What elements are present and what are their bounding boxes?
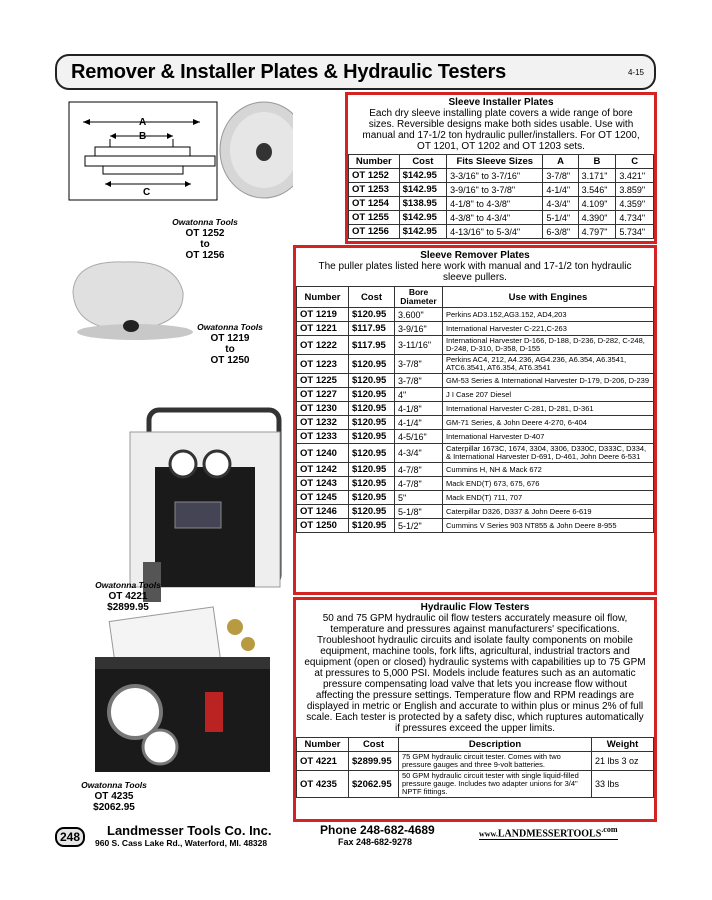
remover-section	[293, 245, 657, 595]
table-row: OT 1221 $117.95 3-9/16" International Harvester C-221,C-263	[297, 322, 654, 336]
table-row: OT 4221 $2899.95 75 GPM hydraulic circuit tester. Comes with two pressure gauges and three 9-volt batteries. 21 lbs 3 oz	[297, 752, 654, 771]
caption-ot4221: Owatonna Tools OT 4221 $2899.95	[78, 580, 178, 613]
caption-brand: Owatonna Tools	[95, 580, 161, 590]
page-title: Remover & Installer Plates & Hydraulic Testers	[71, 61, 507, 83]
table-row: OT 4235 $2062.95 50 GPM hydraulic circuit tester with single liquid-filled pressure gauge. Includes two adapter unions for 3/4" NPTF fittings. 33 lbs	[297, 771, 654, 798]
page-header	[55, 54, 656, 90]
flow-description: 50 and 75 GPM hydraulic oil flow testers accurately measure oil flow, temperature and pressures against manufacturers' specifications. Troubleshoot hydraulic circuits and isolate faulty components on mobile equipment, machine tools, fork lifts, agricultural, industrial tractors and equipment (open or closed) hydraulic systems with capabilities up to 75 GPM at pressures to 5,000 PSI. Models include features such as an automatic pressure compensating load valve that lets you increase flow without affecting the pressure settings. Temperature flow and RPM readings are displayed in metric or English and accurate to within plus or minus 2% of full scale. Each tester is protected by a safety disc, which ruptures automatically if pressures exceed the upper limits.	[304, 613, 646, 734]
table-row: OT 1225 $120.95 3-7/8" GM-53 Series & International Harvester D-179, D-206, D-239	[297, 374, 654, 388]
table-row: OT 1246 $120.95 5-1/8" Caterpillar D326, D337 & John Deere 6-619	[297, 505, 654, 519]
installer-plate-diagram	[69, 102, 217, 200]
table-row: OT 1250 $120.95 5-1/2" Cummins V Series 903 NT855 & John Deere 8-955	[297, 519, 654, 533]
caption-brand: Owatonna Tools	[197, 322, 263, 332]
company-address: 960 S. Cass Lake Rd., Waterford, MI. 48328	[95, 838, 268, 848]
caption-brand: Owatonna Tools	[172, 217, 238, 227]
company-phone: Phone 248-682-4689	[320, 823, 435, 837]
remover-title: Sleeve Remover Plates	[420, 250, 530, 261]
flow-tester-section	[293, 597, 657, 822]
installer-section	[345, 92, 657, 244]
table-row: OT 1227 $120.95 4" J I Case 207 Diesel	[297, 388, 654, 402]
table-row: OT 1223 $120.95 3-7/8" Perkins AC4, 212, A4.236, AG4.236, A6.354, A6.3541, ATC6.3541, AT6.354, AT6.3541	[297, 355, 654, 374]
table-row: OT 1219 $120.95 3.600" Perkins AD3.152,AG3.152, AD4,203	[297, 308, 654, 322]
caption-ot1219: Owatonna Tools OT 1219 to OT 1250	[180, 322, 280, 366]
caption-brand: Owatonna Tools	[81, 780, 147, 790]
flow-title: Hydraulic Flow Testers	[420, 602, 530, 613]
product-photos-panel	[55, 92, 293, 820]
caption-ot1252: Owatonna Tools OT 1252 to OT 1256	[150, 217, 260, 261]
table-row: OT 1222 $117.95 3-11/16" International Harvester D-166, D-188, D-236, D-282, C-248, D-248, D-310, D-358, D-155	[297, 336, 654, 355]
table-row: OT 1240 $120.95 4-3/4" Caterpillar 1673C, 1674, 3304, 3306, D330C, D333C, D334, & International Harvester D-691, D-461, John Deere 6-531	[297, 444, 654, 463]
flow-table: Number Cost Description Weight OT 4221 $2899.95 75 GPM hydraulic circuit tester. Comes with two pressure gauges and three 9-volt batteries. 21 lbs 3 oz OT 4235 $2062.95 50 GPM hydraulic circuit tester with single liquid-filled pressure gauge. Includes two adapter unions for 3/4" NPTF fittings. 33 lbs	[296, 737, 654, 798]
remover-description: The puller plates listed here work with manual and 17-1/2 ton hydraulic sleeve pullers.	[318, 261, 632, 283]
website-link[interactable]: $www.LANDMESSERTOOLS^{.com}$	[479, 825, 618, 840]
table-row: OT 1256 $142.95 4-13/16" to 5-3/4" 6-3/8" 4.797" 5.734"	[349, 225, 654, 239]
installer-description: Each dry sleeve installing plate covers a wide range of bore sizes. Reversible designs make both sides usable. Use with manual and 17-1/2 ton hydraulic puller/installers. For OT 1200, OT 1201, OT 1202 and OT 1203 sets.	[362, 108, 640, 152]
dim-b-label: B	[139, 131, 147, 142]
table-row: OT 1253 $142.95 3-9/16" to 3-7/8" 4-1/4" 3.546" 3.859"	[349, 183, 654, 197]
remover-table: Number Cost Bore Diameter Use with Engines OT 1219 $120.95 3.600" Perkins AD3.152,AG3.152, AD4,203 OT 1221 $117.95 3-9/16" International Harvester C-221,C-263 OT 1222 $117.95 3-11/16" International Harvester D-166, D-188, D-236, D-282, C-248, D-248, D-310, D-358, D-155 OT 1223 $120.95 3-7/8" Perkins AC4, 212, A4.236, AG4.236, A6.354, A6.3541, ATC6.3541, AT6.354, AT6.3541 OT 1225 $120.95 3-7/8" GM-53 Series & International Harvester D-179, D-206, D-239 OT 1227 $120.95 4" J I Case 207 Diesel OT 1230 $120.95 4-1/8" International Harvester C-281, D-281, D-361 OT 1232 $120.95 4-1/4" GM-71 Series, & John Deere 4-270, 6-404 OT 1233 $120.95 4-5/16" International Harvester D-407 OT 1240 $120.95 4-3/4" Caterpillar 1673C, 1674, 3304, 3306, D330C, D333C, D334, & International Harvester D-691, D-461, John Deere 6-531 OT 1242 $120.95 4-7/8" Cummins H, NH & Mack 672 OT 1243 $120.95 4-7/8" Mack END(T) 673, 675, 676 OT 1245 $120.95 5" Mack END(T) 711, 707 OT 1246 $120.95 5-1/8" Caterpillar D326, D337 & John Deere 6-619 OT 1250 $120.95 5-1/2" Cummins V Series 903 NT855 & John Deere 8-955	[296, 286, 654, 533]
table-row: OT 1254 $138.95 4-1/8" to 4-3/8" 4-3/4" 4.109" 4.359"	[349, 197, 654, 211]
company-name: Landmesser Tools Co. Inc.	[107, 823, 272, 838]
flow-tester-4221-photo	[130, 410, 280, 602]
table-row: OT 1255 $142.95 4-3/8" to 4-3/4" 5-1/4" 4.390" 4.734"	[349, 211, 654, 225]
product-illustrations	[55, 92, 293, 820]
table-row: OT 1243 $120.95 4-7/8" Mack END(T) 673, 675, 676	[297, 477, 654, 491]
table-row: OT 1230 $120.95 4-1/8" International Harvester C-281, D-281, D-361	[297, 402, 654, 416]
installer-title: Sleeve Installer Plates	[448, 97, 554, 108]
table-row: OT 1242 $120.95 4-7/8" Cummins H, NH & Mack 672	[297, 463, 654, 477]
table-row: OT 1245 $120.95 5" Mack END(T) 711, 707	[297, 491, 654, 505]
table-row: OT 1232 $120.95 4-1/4" GM-71 Series, & John Deere 4-270, 6-404	[297, 416, 654, 430]
dim-c-label: C	[143, 187, 151, 198]
dim-a-label: A	[139, 117, 147, 128]
table-row: OT 1233 $120.95 4-5/16" International Harvester D-407	[297, 430, 654, 444]
company-fax: Fax 248-682-9278	[338, 837, 413, 847]
page-footer	[55, 823, 660, 853]
caption-ot4235: Owatonna Tools OT 4235 $2062.95	[64, 780, 164, 813]
page-ref: 4-15	[627, 68, 644, 77]
page-number: 248	[55, 827, 85, 847]
installer-table: Number Cost Fits Sleeve Sizes A B C OT 1252 $142.95 3-3/16" to 3-7/16" 3-7/8" 3.171" 3.421" OT 1253 $142.95 3-9/16" to 3-7/8" 4-1/4" 3.546" 3.859" OT 1254 $138.95 4-1/8" to 4-3/8" 4-3/4" 4.109" 4.359" OT 1255 $142.95 4-3/8" to 4-3/4" 5-1/4" 4.390" 4.734" OT 1256 $142.95 4-13/16" to 5-3/4" 6-3/8" 4.797" 5.734"	[348, 154, 654, 239]
table-row: OT 1252 $142.95 3-3/16" to 3-7/16" 3-7/8" 3.171" 3.421"	[349, 169, 654, 183]
